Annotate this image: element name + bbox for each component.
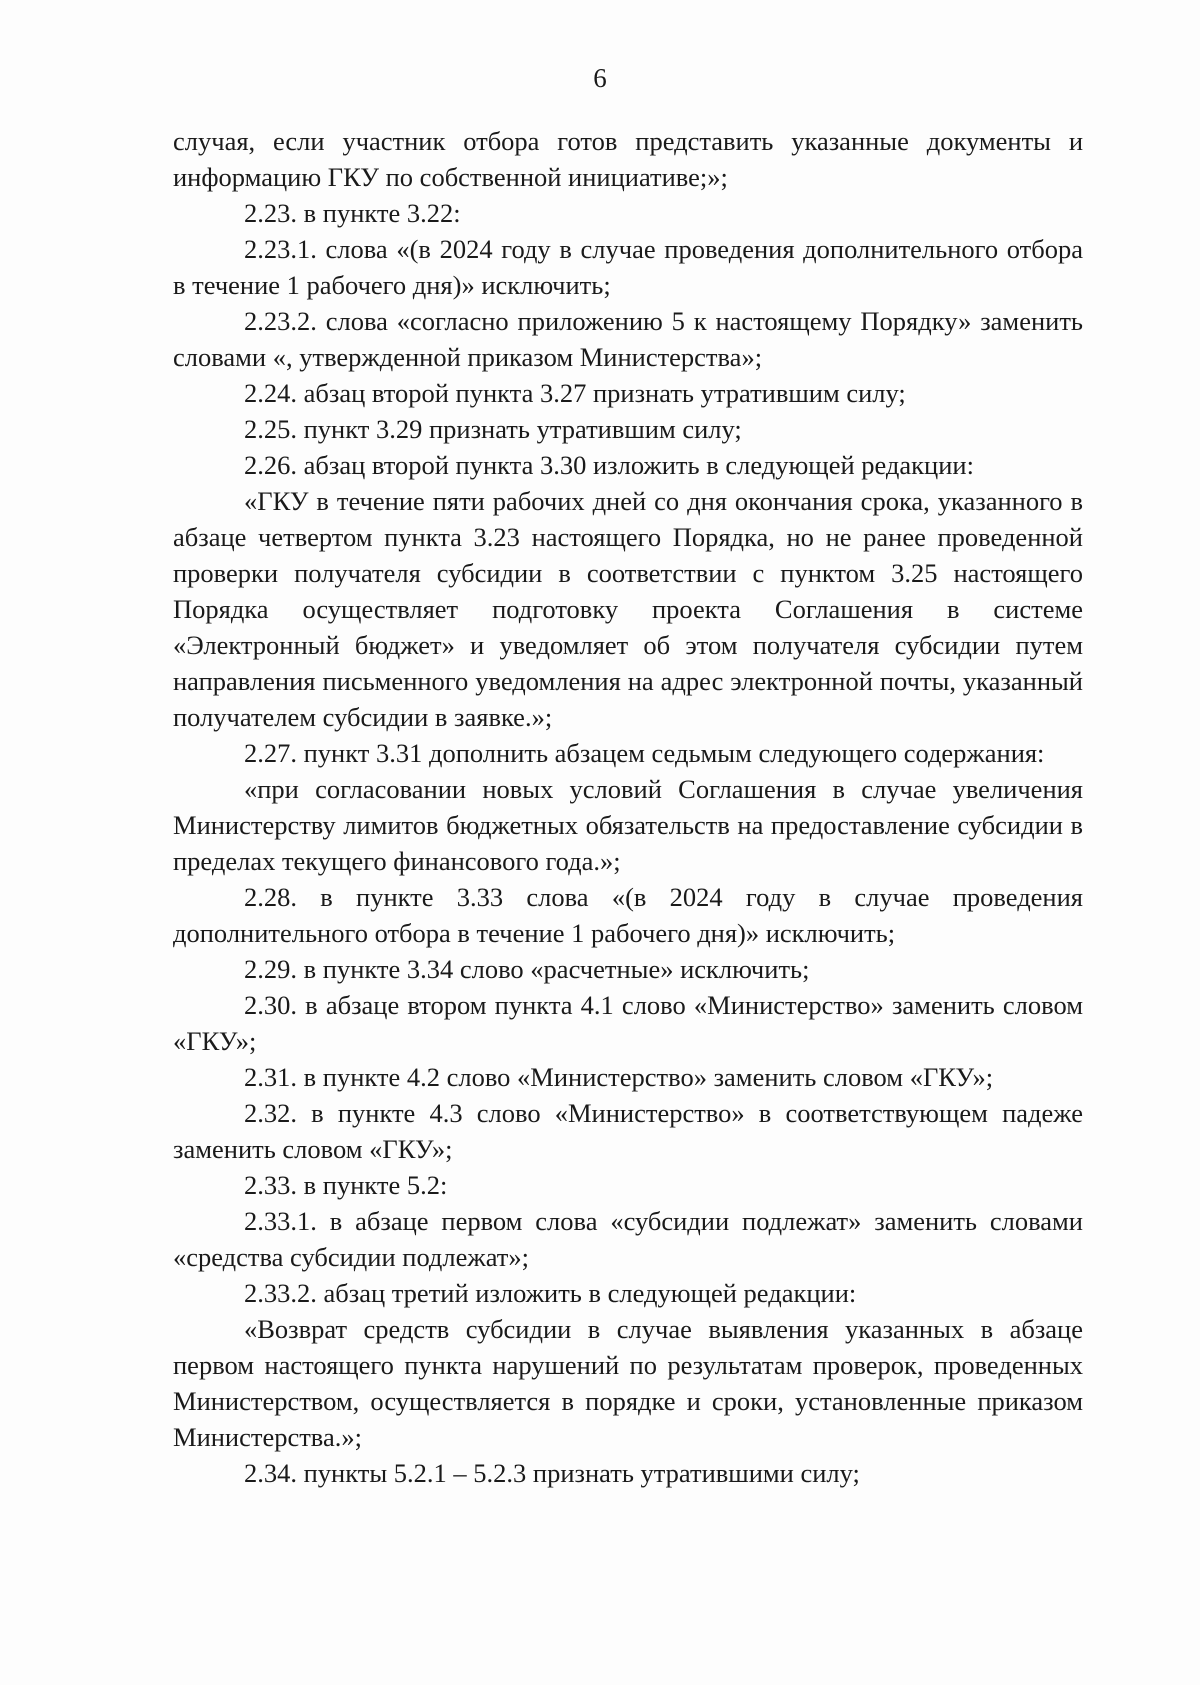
paragraph-2-30: 2.30. в абзаце втором пункта 4.1 слово «Министерство» заменить словом «ГКУ»; <box>173 990 1083 1056</box>
paragraph-quote-5-2: «Возврат средств субсидии в случае выявления указанных в абзаце первом настоящего пункта нарушений по результатам проверок, проведенных Министерством, осуществляется в порядке и сроки, установленные приказом Министерства.»; <box>173 1314 1083 1452</box>
paragraph-2-25: 2.25. пункт 3.29 признать утратившим силу; <box>244 414 742 444</box>
paragraph-2-23-2: 2.23.2. слова «согласно приложению 5 к настоящему Порядку» заменить словами «, утвержденной приказом Министерства»; <box>173 306 1083 372</box>
paragraph-2-28: 2.28. в пункте 3.33 слова «(в 2024 году в случае проведения дополнительного отбора в течение 1 рабочего дня)» исключить; <box>173 882 1083 948</box>
paragraph-2-29: 2.29. в пункте 3.34 слово «расчетные» исключить; <box>244 954 810 984</box>
paragraph-2-33-2: 2.33.2. абзац третий изложить в следующей редакции: <box>244 1278 857 1308</box>
paragraph-2-33-1: 2.33.1. в абзаце первом слова «субсидии подлежат» заменить словами «средства субсидии подлежат»; <box>173 1206 1083 1272</box>
document-body <box>173 123 1083 1491</box>
page-number: 6 <box>593 63 607 93</box>
paragraph-2-27: 2.27. пункт 3.31 дополнить абзацем седьмым следующего содержания: <box>244 738 1045 768</box>
paragraph-2-32: 2.32. в пункте 4.3 слово «Министерство» в соответствующем падеже заменить словом «ГКУ»; <box>173 1098 1083 1164</box>
paragraph-continuation: случая, если участник отбора готов представить указанные документы и информацию ГКУ по собственной инициативе;»; <box>173 126 1083 192</box>
paragraph-2-23-1: 2.23.1. слова «(в 2024 году в случае проведения дополнительного отбора в течение 1 рабочего дня)» исключить; <box>173 234 1083 300</box>
paragraph-2-24: 2.24. абзац второй пункта 3.27 признать утратившим силу; <box>244 378 906 408</box>
paragraph-2-23: 2.23. в пункте 3.22: <box>244 198 461 228</box>
paragraph-2-33: 2.33. в пункте 5.2: <box>244 1170 448 1200</box>
paragraph-quote-3-30: «ГКУ в течение пяти рабочих дней со дня окончания срока, указанного в абзаце четвертом пункта 3.23 настоящего Порядка, но не ранее проведенной проверки получателя субсидии в соответствии с пунктом 3.25 настоящего Порядка осуществляет подготовку проекта Соглашения в системе «Электронный бюджет» и уведомляет об этом получателя субсидии путем направления письменного уведомления на адрес электронной почты, указанный получателем субсидии в заявке.»; <box>173 486 1083 732</box>
paragraph-2-31: 2.31. в пункте 4.2 слово «Министерство» заменить словом «ГКУ»; <box>244 1062 994 1092</box>
paragraph-quote-3-31: «при согласовании новых условий Соглашения в случае увеличения Министерству лимитов бюджетных обязательств на предоставление субсидии в пределах текущего финансового года.»; <box>173 774 1083 876</box>
paragraph-2-34: 2.34. пункты 5.2.1 – 5.2.3 признать утратившими силу; <box>244 1458 860 1488</box>
paragraph-2-26: 2.26. абзац второй пункта 3.30 изложить в следующей редакции: <box>244 450 974 480</box>
